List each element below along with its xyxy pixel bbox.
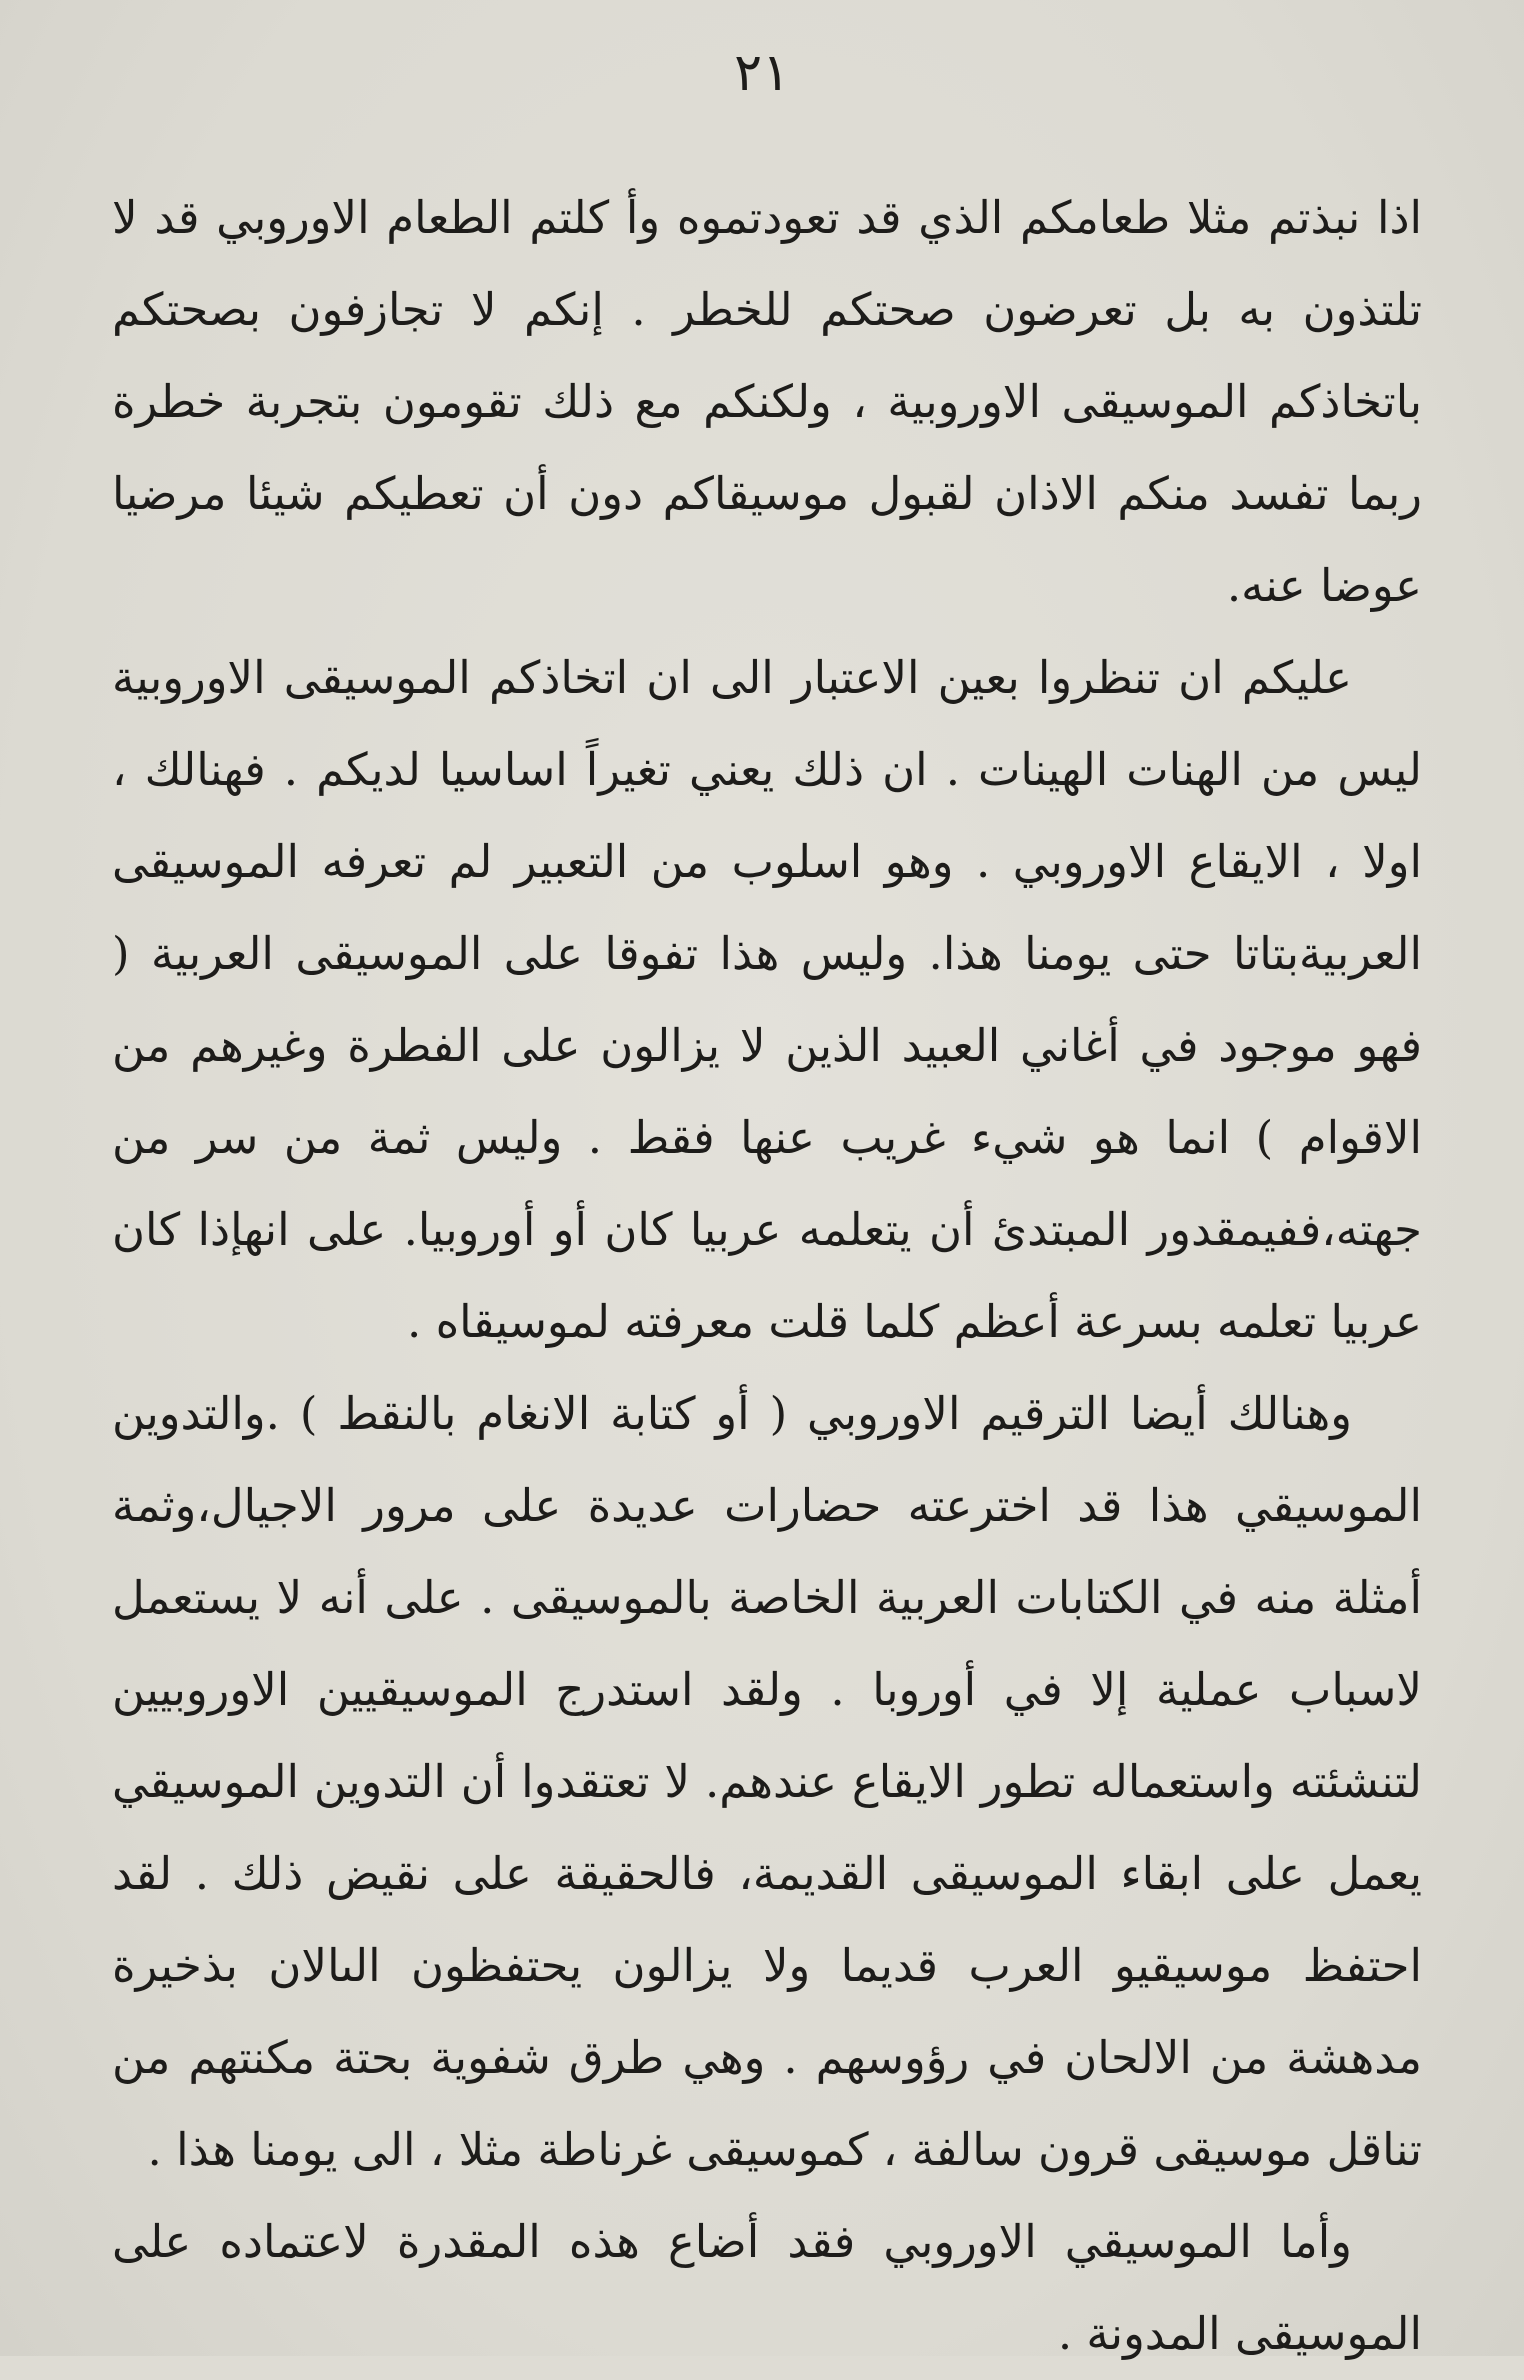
page-number: ٢١	[734, 43, 790, 103]
paragraph-4: وأما الموسيقي الاوروبي فقد أضاع هذه المقدرة لاعتماده على الموسيقى المدونة .	[112, 2215, 1422, 2360]
paragraph-3: وهنالك أيضا الترقيم الاوروبي ( أو كتابة الانغام بالنقط ) .والتدوين الموسيقي هذا قد اخترعته حضارات عديدة على مرور الاجيال،وثمة أمثلة منه في الكتابات العربية الخاصة بالموسيقى . على أنه لا يستعمل لاسباب عملية إلا في أوروبا . ولقد استدرج الموسيقيين الاوروبيين لتنشئته واستعماله تطور الايقاع عندهم. لا تعتقدوا أن التدوين الموسيقي يعمل على ابقاء الموسيقى القديمة، فالحقيقة على نقيض ذلك . لقد احتفظ موسيقيو العرب قديما ولا يزالون يحتفظون الىالان بذخيرة مدهشة من الالحان في رؤوسهم . وهي طرق شفوية بحتة مكنتهم من تناقل موسيقى قرون سالفة ، كموسيقى غرناطة مثلا ، الى يومنا هذا .	[112, 1387, 1422, 2176]
paragraph-1: اذا نبذتم مثلا طعامكم الذي قد تعودتموه وأ كلتم الطعام الاوروبي قد لا تلتذون به بل تعرضون صحتكم للخطر . إنكم لا تجازفون بصحتكم باتخاذكم الموسيقى الاوروبية ، ولكنكم مع ذلك تقومون بتجربة خطرة ربما تفسد منكم الاذان لقبول موسيقاكم دون أن تعطيكم شيئا مرضيا عوضا عنه.	[112, 191, 1422, 612]
body-text	[112, 172, 1422, 2380]
paragraph-2: عليكم ان تنظروا بعين الاعتبار الى ان اتخاذكم الموسيقى الاوروبية ليس من الهنات الهينات . ان ذلك يعني تغيراً اساسيا لديكم . فهنالك ، اولا ، الايقاع الاوروبي . وهو اسلوب من التعبير لم تعرفه الموسيقى العربيةبتاتا حتى يومنا هذا. وليس هذا تفوقا على الموسيقى العربية ( فهو موجود في أغاني العبيد الذين لا يزالون على الفطرة وغيرهم من الاقوام ) انما هو شيء غريب عنها فقط . وليس ثمة من سر من جهته،ففيمقدور المبتدئ أن يتعلمه عربيا كان أو أوروبيا. على انهإذا كان عربيا تعلمه بسرعة أعظم كلما قلت معرفته لموسيقاه .	[112, 651, 1422, 1348]
